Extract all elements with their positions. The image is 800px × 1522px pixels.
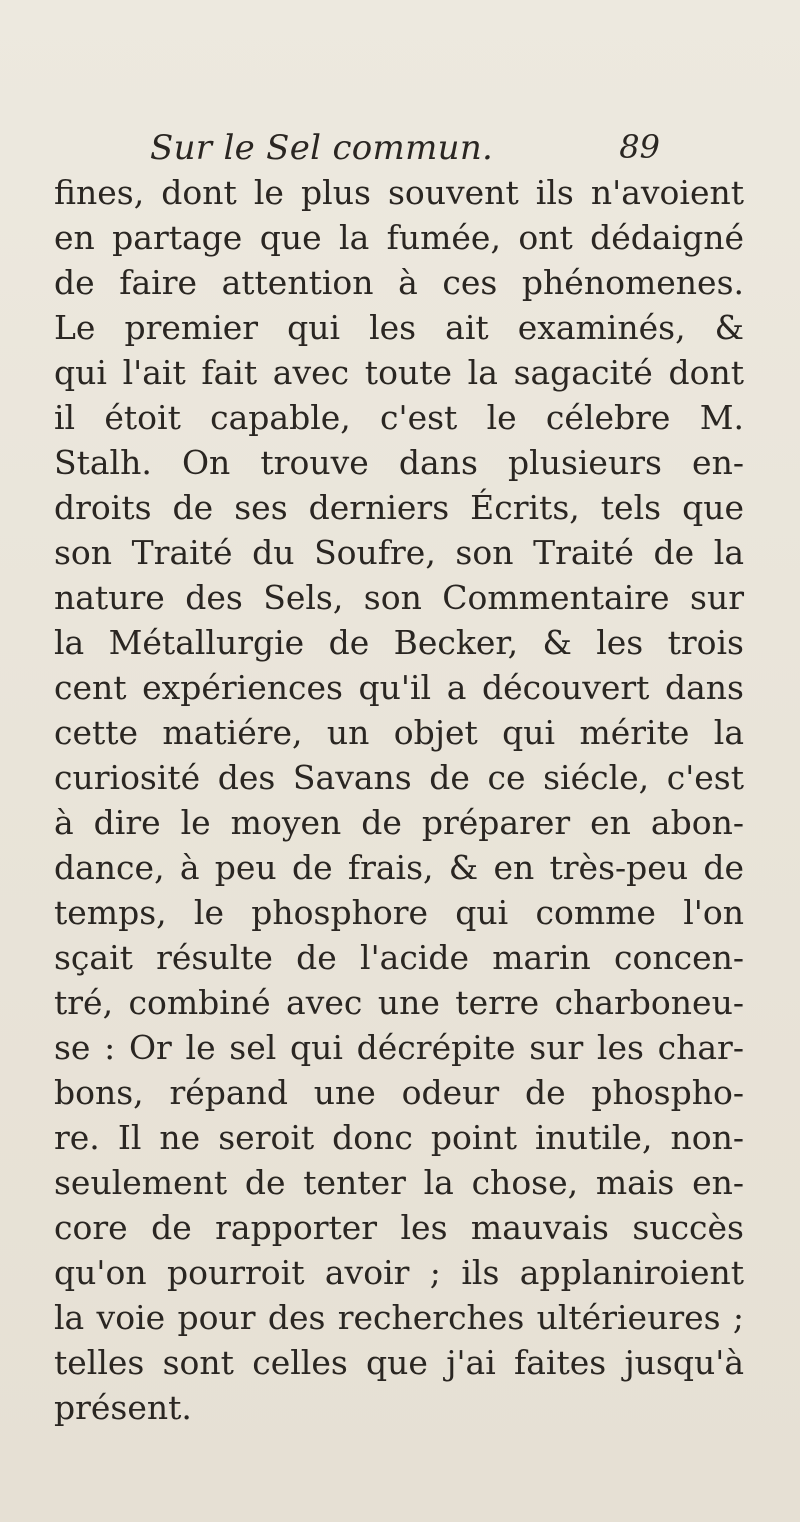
text-line: tré, combiné avec une terre charboneu- xyxy=(54,983,744,1022)
text-line: temps, le phosphore qui comme l'on xyxy=(54,893,744,932)
text-line: dance, à peu de frais, & en très-peu de xyxy=(54,848,744,887)
text-line: Stalh. On trouve dans plusieurs en- xyxy=(54,443,744,482)
text-line: qui l'ait fait avec toute la sagacité dont xyxy=(54,353,744,392)
text-line: sçait résulte de l'acide marin concen- xyxy=(54,938,744,977)
text-line: il étoit capable, c'est le célebre M. xyxy=(54,398,744,437)
running-head xyxy=(150,128,660,172)
page-number: 89 xyxy=(619,128,660,166)
text-line: se : Or le sel qui décrépite sur les char- xyxy=(54,1028,744,1067)
text-line: en partage que la fumée, ont dédaigné xyxy=(54,218,744,257)
text-line: la Métallurgie de Becker, & les trois xyxy=(54,623,744,662)
text-line: seulement de tenter la chose, mais en- xyxy=(54,1163,744,1202)
body-text xyxy=(54,170,744,1430)
text-line: à dire le moyen de préparer en abon- xyxy=(54,803,744,842)
text-line: la voie pour des recherches ultérieures ; xyxy=(54,1298,744,1337)
text-line: présent. xyxy=(54,1388,192,1427)
text-line: curiosité des Savans de ce siécle, c'est xyxy=(54,758,744,797)
text-line: fines, dont le plus souvent ils n'avoient xyxy=(54,173,744,212)
text-line: telles sont celles que j'ai faites jusqu'à xyxy=(54,1343,744,1382)
text-line: de faire attention à ces phénomenes. xyxy=(54,263,744,302)
text-line: bons, répand une odeur de phospho- xyxy=(54,1073,744,1112)
running-title: Sur le Sel commun. xyxy=(150,128,494,168)
text-line: cette matiére, un objet qui mérite la xyxy=(54,713,744,752)
text-line: re. Il ne seroit donc point inutile, non- xyxy=(54,1118,744,1157)
text-line: qu'on pourroit avoir ; ils applaniroient xyxy=(54,1253,744,1292)
text-line: core de rapporter les mauvais succès xyxy=(54,1208,744,1247)
text-line: Le premier qui les ait examinés, & xyxy=(54,308,744,347)
text-line: son Traité du Soufre, son Traité de la xyxy=(54,533,744,572)
text-line: droits de ses derniers Écrits, tels que xyxy=(54,488,744,527)
text-line: cent expériences qu'il a découvert dans xyxy=(54,668,744,707)
text-line: nature des Sels, son Commentaire sur xyxy=(54,578,744,617)
